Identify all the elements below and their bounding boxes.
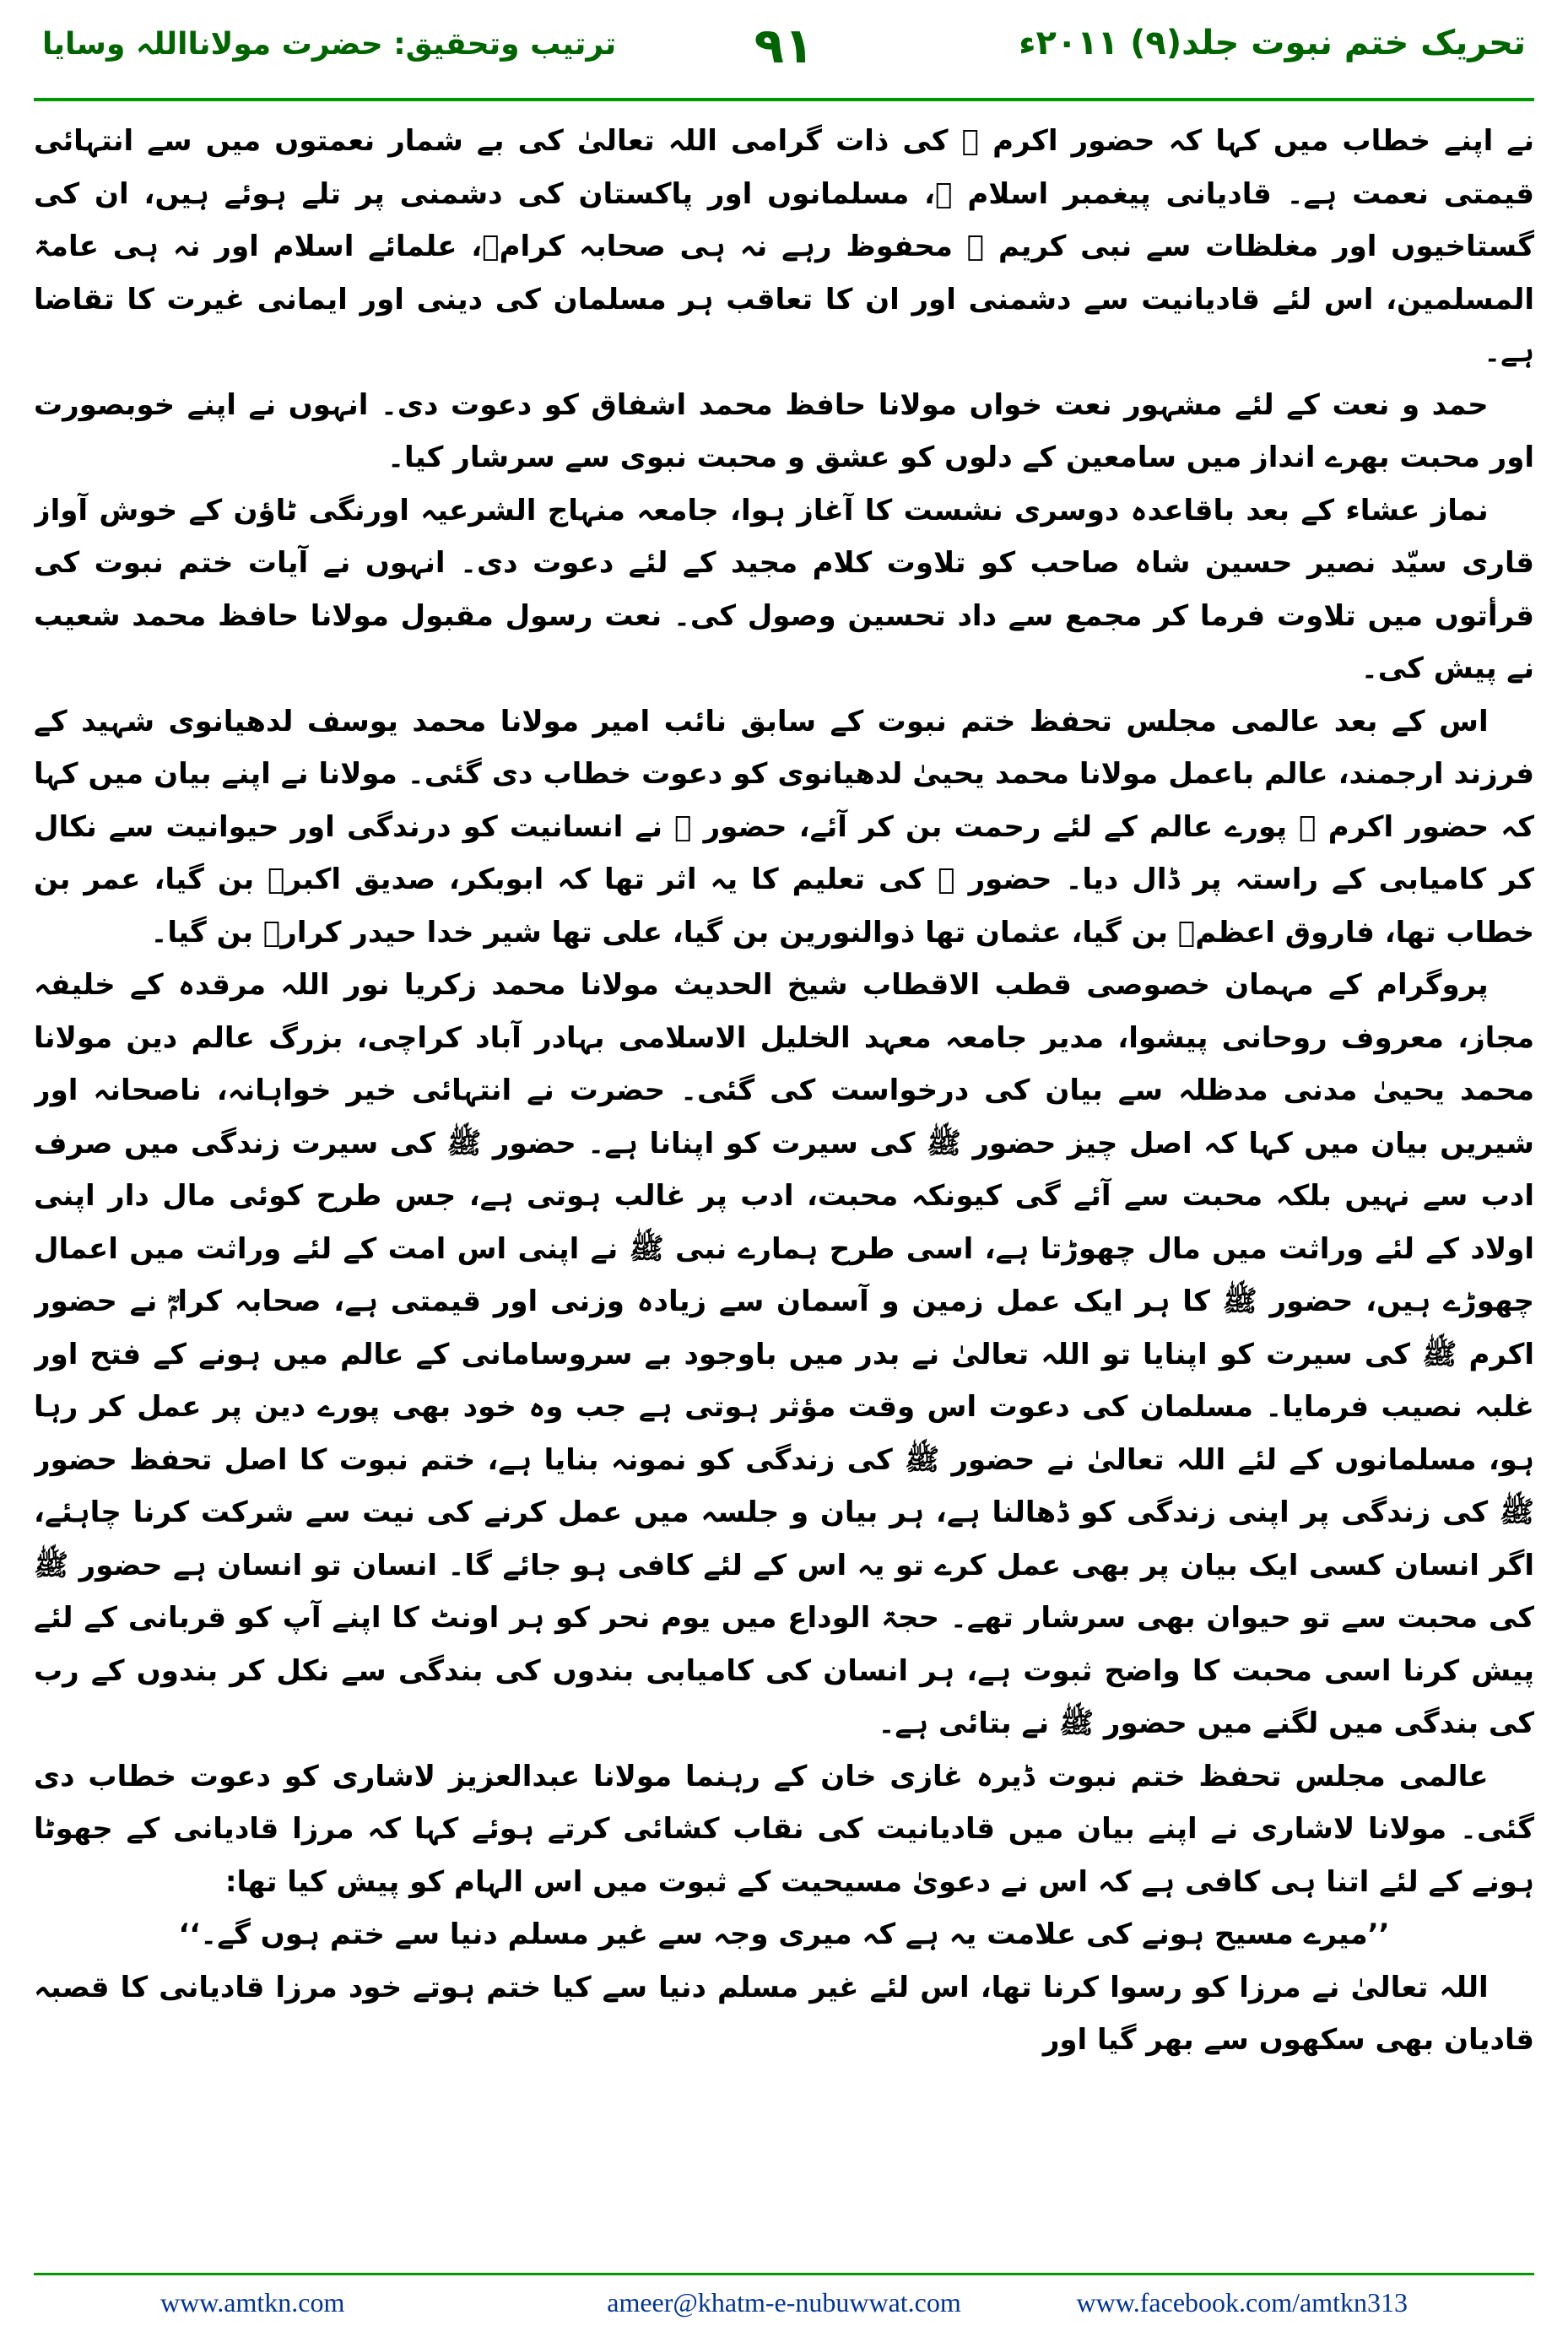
website-link[interactable]: www.amtkn.com — [160, 2287, 345, 2318]
facebook-link[interactable]: www.facebook.com/amtkn313 — [1076, 2287, 1408, 2318]
ilham-quote: ’’میرے مسیح ہونے کی علامت یہ ہے کہ میری وجہ سے غیر مسلم دنیا سے ختم ہوں گے۔‘‘ — [178, 1917, 1390, 1951]
paragraph-6: عالمی مجلس تحفظ ختم نبوت ڈیرہ غازی خان کے رہنما مولانا عبدالعزیز لاشاری کو دعوت خطاب دی گئی۔ مولانا لاشاری نے اپنے بیان میں قادیانیت کی نقاب کشائی کرتے ہوئے کہا کہ مرزا قادیانی کے جھوٹا ہونے کے لئے اتنا ہی کافی ہے کہ اس نے دعویٰ مسیحیت کے ثبوت میں اس الہام کو پیش کیا تھا: — [34, 1759, 1534, 1899]
footer-divider — [34, 2273, 1534, 2275]
page-footer — [34, 2287, 1534, 2329]
compiler-credit: ترتیب وتحقیق: حضرت مولانااللہ وسایا — [42, 27, 617, 62]
paragraph-3: نماز عشاء کے بعد باقاعدہ دوسری نشست کا آغاز ہوا، جامعہ منہاج الشرعیہ اورنگی ٹاؤن کے خوش آواز قاری سیّد نصیر حسین شاہ صاحب کو تلاوت کلام مجید کے لئے دعوت دی۔ انہوں نے آیات ختم نبوت کی قرأتوں میں تلاوت فرما کر مجمع سے داد تحسین وصول کی۔ نعت رسول مقبول مولانا حافظ محمد شعیب نے پیش کی۔ — [34, 493, 1534, 685]
paragraph-4: اس کے بعد عالمی مجلس تحفظ ختم نبوت کے سابق نائب امیر مولانا محمد یوسف لدھیانوی شہید کے فرزند ارجمند، عالم باعمل مولانا محمد یحییٰ لدھیانوی کو دعوت خطاب دی گئی۔ مولانا نے اپنے بیان میں کہا کہ حضور اکرم ﷺ پورے عالم کے لئے رحمت بن کر آئے، حضور ﷺ نے انسانیت کو درندگی اور حیوانیت سے نکال کر کامیابی کے راستہ پر ڈال دیا۔ حضور ﷺ کی تعلیم کا یہ اثر تھا کہ ابوبکر، صدیق اکبرؓ بن گیا، عمر بن خطاب تھا، فاروق اعظمؓ بن گیا، عثمان تھا ذوالنورین بن گیا، علی تھا شیر خدا حیدر کرارؓ بن گیا۔ — [34, 704, 1534, 949]
paragraph-1: نے اپنے خطاب میں کہا کہ حضور اکرم ﷺ کی ذات گرامی اللہ تعالیٰ کی بے شمار نعمتوں میں سے انتہائی قیمتی نعمت ہے۔ قادیانی پیغمبر اسلام ﷺ، مسلمانوں اور پاکستان کی دشمنی پر تلے ہوئے ہیں، ان کی گستاخیوں اور مغلظات سے نبی کریم ﷺ محفوظ رہے نہ ہی صحابہ کرامؓ، علمائے اسلام اور نہ ہی عامۃ المسلمین، اس لئے قادیانیت سے دشمنی اور ان کا تعاقب ہر مسلمان کی دینی اور ایمانی غیرت کا تقاضا ہے۔ — [34, 124, 1534, 369]
paragraph-5: پروگرام کے مہمان خصوصی قطب الاقطاب شیخ الحدیث مولانا محمد زکریا نور اللہ مرقدہ کے خلیفہ مجاز، معروف روحانی پیشوا، مدیر جامعہ معہد الخلیل الاسلامی بہادر آباد کراچی، بزرگ عالم دین مولانا محمد یحییٰ مدنی مدظلہ سے بیان کی درخواست کی گئی۔ حضرت نے انتہائی خیر خواہانہ، ناصحانہ اور شیریں بیان میں کہا کہ اصل چیز حضور ﷺ کی سیرت کو اپنانا ہے۔ حضور ﷺ کی سیرت زندگی میں صرف ادب سے نہیں بلکہ محبت سے آئے گی کیونکہ محبت، ادب پر غالب ہوتی ہے، جس طرح کوئی مال دار اپنی اولاد کے لئے وراثت میں مال چھوڑتا ہے، اسی طرح ہمارے نبی ﷺ نے اپنی اس امت کے لئے وراثت میں اعمال چھوڑے ہیں، حضور ﷺ کا ہر ایک عمل زمین و آسمان سے زیادہ وزنی اور قیمتی ہے، صحابہ کرامؓ نے حضور اکرم ﷺ کی سیرت کو اپنایا تو اللہ تعالیٰ نے بدر میں باوجود بے سروسامانی کے عالم میں ہونے کے فتح اور غلبہ نصیب فرمایا۔ مسلمان کی دعوت اس وقت مؤثر ہوتی ہے جب وہ خود بھی پورے دین پر عمل کر رہا ہو، مسلمانوں کے لئے اللہ تعالیٰ نے حضور ﷺ کی زندگی کو نمونہ بنایا ہے، ختم نبوت کا اصل تحفظ حضور ﷺ کی زندگی پر اپنی زندگی کو ڈھالنا ہے، ہر بیان و جلسہ میں عمل کرنے کی نیت سے شرکت کرنا چاہئے، اگر انسان کسی ایک بیان پر بھی عمل کرے تو یہ اس کے لئے کافی ہو جائے گا۔ انسان تو انسان ہے حضور ﷺ کی محبت سے تو حیوان بھی سرشار تھے۔ حجۃ الوداع میں یوم نحر کو ہر اونٹ کا اپنے آپ کو قربانی کے لئے پیش کرنا اسی محبت کا واضح ثبوت ہے، ہر انسان کی کامیابی بندوں کی بندگی سے نکل کر بندوں کے رب کی بندگی میں لگنے میں حضور ﷺ نے بتائی ہے۔ — [34, 968, 1534, 1740]
page-number: ۹۱ — [754, 17, 814, 74]
email-link[interactable]: ameer@khatm-e-nubuwwat.com — [607, 2287, 961, 2318]
book-title: تحریک ختم نبوت جلد(۹) ۲۰۱۱ء — [1019, 24, 1526, 62]
closing-paragraph: اللہ تعالیٰ نے مرزا کو رسوا کرنا تھا، اس لئے غیر مسلم دنیا سے کیا ختم ہوتے خود مرزا قادیانی کا قصبہ قادیان بھی سکھوں سے بھر گیا اور — [34, 1970, 1534, 2057]
paragraph-2: حمد و نعت کے لئے مشہور نعت خواں مولانا حافظ محمد اشفاق کو دعوت دی۔ انہوں نے اپنے خوبصورت اور محبت بھرے انداز میں سامعین کے دلوں کو عشق و محبت نبوی سے سرشار کیا۔ — [34, 387, 1534, 474]
page-body — [34, 115, 1534, 2250]
page-header — [25, 0, 1543, 84]
header-divider — [34, 98, 1534, 101]
